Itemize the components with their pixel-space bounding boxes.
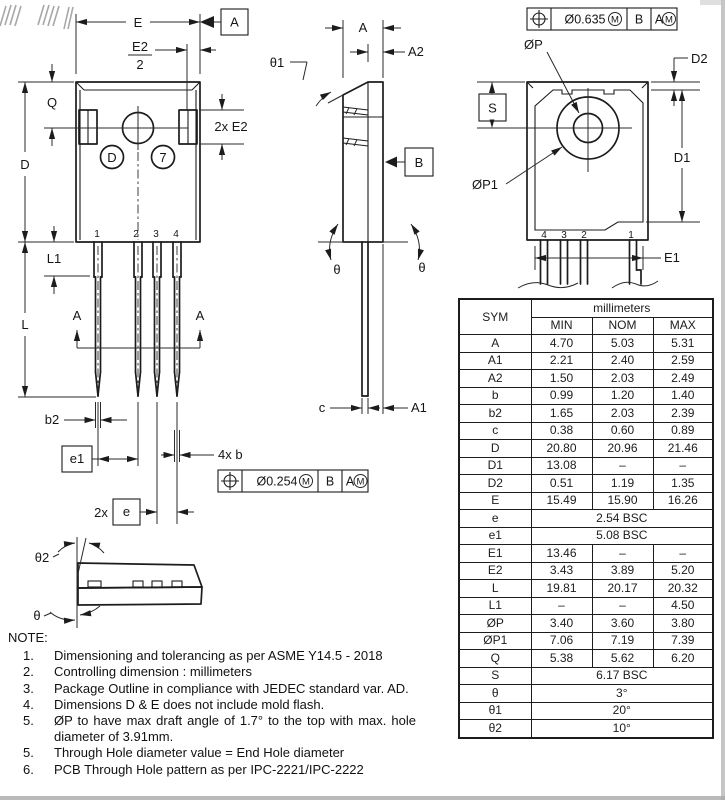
svg-text:E1: E1 <box>664 250 680 265</box>
svg-text:2x E2: 2x E2 <box>214 119 248 134</box>
sym-cell: A1 <box>459 352 531 370</box>
note-number: 6. <box>23 761 34 777</box>
max-cell: 1.40 <box>653 387 713 405</box>
max-cell: – <box>653 545 713 563</box>
sym-cell: E2 <box>459 562 531 580</box>
value-cell: 6.17 BSC <box>531 667 713 685</box>
sym-cell: E <box>459 492 531 510</box>
unit-header: millimeters <box>531 299 713 317</box>
sym-cell: A <box>459 335 531 353</box>
sym-cell: e1 <box>459 527 531 545</box>
svg-text:A1: A1 <box>411 400 427 415</box>
pin-number-2: 2 <box>581 230 587 241</box>
dim-theta-left <box>330 224 341 277</box>
mmc-modifier-icon <box>300 475 313 488</box>
pin-number-2: 2 <box>133 229 139 240</box>
table-row <box>459 527 713 545</box>
mmc-modifier-icon <box>609 13 622 26</box>
max-cell: 2.59 <box>653 352 713 370</box>
svg-text:θ1: θ1 <box>269 55 285 70</box>
sym-cell: b2 <box>459 405 531 423</box>
table-row <box>459 597 713 615</box>
sym-cell: E1 <box>459 545 531 563</box>
section-line-AA <box>73 308 205 348</box>
sym-cell: A2 <box>459 370 531 388</box>
svg-text:A: A <box>72 308 82 323</box>
table-row <box>459 650 713 668</box>
sym-cell: S <box>459 667 531 685</box>
dimension-table <box>458 298 714 739</box>
note-item <box>8 762 420 778</box>
nom-cell: 2.40 <box>592 352 653 370</box>
svg-text:D1: D1 <box>673 150 691 165</box>
pin-section <box>152 581 162 587</box>
nom-cell: 15.90 <box>592 492 653 510</box>
nom-cell: 5.03 <box>592 335 653 353</box>
sym-cell: θ1 <box>459 702 531 720</box>
svg-text:c: c <box>318 400 326 415</box>
value-cell: 2.54 BSC <box>531 510 713 528</box>
value-cell: 20° <box>531 702 713 720</box>
min-cell: 1.65 <box>531 405 592 423</box>
table-row <box>459 335 713 353</box>
table-row <box>459 352 713 370</box>
table-row <box>459 510 713 528</box>
svg-text:b2: b2 <box>44 412 60 427</box>
mold-top-face <box>78 563 202 588</box>
note-text: Controlling dimension : millimeters <box>54 664 252 680</box>
package-body-side <box>343 82 383 242</box>
svg-text:L: L <box>21 317 29 332</box>
col-header-min: MIN <box>531 317 592 335</box>
svg-text:D: D <box>20 157 30 172</box>
pin-section <box>133 581 143 587</box>
sym-cell: D1 <box>459 457 531 475</box>
dim-D <box>15 82 74 242</box>
note-number: 5. <box>23 713 34 729</box>
svg-text:Q: Q <box>46 95 58 110</box>
max-cell: 6.20 <box>653 650 713 668</box>
table-row <box>459 632 713 650</box>
dim-E1 <box>535 246 680 270</box>
min-cell: – <box>531 597 592 615</box>
dim-table-body <box>459 299 713 738</box>
feature-control-frame-hole <box>527 8 677 30</box>
sym-cell: ØP <box>459 615 531 633</box>
svg-text:θ2: θ2 <box>34 550 50 565</box>
note-item <box>8 681 420 697</box>
pin-number-3: 3 <box>561 230 567 241</box>
balloon-7-label: 7 <box>159 150 167 165</box>
svg-text:M: M <box>665 14 673 26</box>
dim-L1 <box>44 226 90 294</box>
nom-cell: 5.62 <box>592 650 653 668</box>
min-cell: 4.70 <box>531 335 592 353</box>
svg-text:A: A <box>345 474 355 489</box>
sym-cell: ØP1 <box>459 632 531 650</box>
note-item <box>8 745 420 761</box>
min-cell: 3.43 <box>531 562 592 580</box>
value-cell: 5.08 BSC <box>531 527 713 545</box>
pin-number-1: 1 <box>628 230 634 241</box>
table-row <box>459 440 713 458</box>
max-cell: 5.31 <box>653 335 713 353</box>
svg-text:B: B <box>414 155 424 170</box>
max-cell: 7.39 <box>653 632 713 650</box>
datum-b-flag <box>385 148 433 176</box>
max-cell: 4.50 <box>653 597 713 615</box>
nom-cell: 20.17 <box>592 580 653 598</box>
note-text: PCB Through Hole pattern as per IPC-2221/IPC-2222 <box>54 761 364 777</box>
min-cell: 13.46 <box>531 545 592 563</box>
dim-Q <box>18 64 74 146</box>
pin-number-4: 4 <box>173 229 179 240</box>
svg-text:2: 2 <box>136 57 144 72</box>
position-symbol-icon <box>221 472 239 490</box>
max-cell: 16.26 <box>653 492 713 510</box>
note-item <box>8 664 420 680</box>
sym-cell: b <box>459 387 531 405</box>
pins-back <box>541 240 642 284</box>
min-cell: 0.99 <box>531 387 592 405</box>
dim-A <box>325 20 401 78</box>
table-row <box>459 562 713 580</box>
min-cell: 1.50 <box>531 370 592 388</box>
svg-text:4x b: 4x b <box>218 447 243 462</box>
svg-text:M: M <box>611 14 619 26</box>
pin-number-4: 4 <box>541 230 547 241</box>
table-row <box>459 545 713 563</box>
min-cell: 20.80 <box>531 440 592 458</box>
svg-text:ØP: ØP <box>524 37 543 52</box>
mmc-modifier-icon <box>663 13 676 26</box>
sym-cell: θ <box>459 685 531 703</box>
svg-text:e1: e1 <box>69 451 85 466</box>
note-text: Dimensions D & E does not include mold flash. <box>54 696 325 712</box>
svg-text:Ø0.635: Ø0.635 <box>564 12 606 27</box>
nom-cell: 3.60 <box>592 615 653 633</box>
table-row <box>459 667 713 685</box>
note-text: Dimensioning and tolerancing as per ASME Y14.5 - 2018 <box>54 648 383 663</box>
min-cell: 7.06 <box>531 632 592 650</box>
svg-text:e: e <box>122 504 131 519</box>
pin-section <box>88 581 101 587</box>
value-cell: 10° <box>531 720 713 738</box>
dim-A1 <box>383 400 427 415</box>
max-cell: 3.80 <box>653 615 713 633</box>
svg-text:E: E <box>133 15 143 30</box>
feature-control-frame-leads <box>218 470 368 492</box>
table-row <box>459 685 713 703</box>
table-row <box>459 702 713 720</box>
svg-text:B: B <box>325 474 335 489</box>
col-header-max: MAX <box>653 317 713 335</box>
svg-text:A: A <box>195 308 205 323</box>
front-view <box>15 9 368 525</box>
table-row <box>459 370 713 388</box>
dim-theta-bottom <box>33 592 100 628</box>
dim-theta1 <box>270 55 343 106</box>
min-cell: 3.40 <box>531 615 592 633</box>
table-row <box>459 580 713 598</box>
note-item <box>8 648 420 664</box>
min-cell: 0.51 <box>531 475 592 493</box>
dim-theta2 <box>35 537 104 592</box>
sym-cell: L1 <box>459 597 531 615</box>
note-number: 4. <box>23 696 34 712</box>
table-row <box>459 475 713 493</box>
note-number: 2. <box>23 664 34 680</box>
mold-front-face <box>78 587 202 605</box>
nom-cell: 1.20 <box>592 387 653 405</box>
svg-text:S: S <box>488 100 497 116</box>
table-row <box>459 422 713 440</box>
max-cell: 20.32 <box>653 580 713 598</box>
max-cell: 2.39 <box>653 405 713 423</box>
dim-e <box>94 499 194 525</box>
value-cell: 3° <box>531 685 713 703</box>
svg-text:L1: L1 <box>46 251 62 266</box>
note-text: Package Outline in compliance with JEDEC standard var. AD. <box>54 680 409 696</box>
nom-cell: 3.89 <box>592 562 653 580</box>
dim-c <box>319 400 380 415</box>
nom-cell: – <box>592 457 653 475</box>
side-view <box>270 20 433 415</box>
dim-4xb <box>161 447 243 462</box>
datum-a-flag <box>200 9 248 35</box>
svg-text:E2: E2 <box>132 39 148 54</box>
sym-cell: c <box>459 422 531 440</box>
balloon-d-label: D <box>107 150 117 165</box>
dim-OP1 <box>472 147 562 192</box>
position-symbol-icon <box>530 10 548 28</box>
svg-text:θ: θ <box>418 260 426 275</box>
dim-theta-right <box>411 224 426 275</box>
nom-cell: 2.03 <box>592 370 653 388</box>
nom-cell: – <box>592 597 653 615</box>
min-cell: 15.49 <box>531 492 592 510</box>
back-view <box>472 8 708 288</box>
svg-text:B: B <box>634 12 644 27</box>
note-text: ØP to have max draft angle of 1.7° to the top with max. hole diameter of 3.91mm. <box>54 713 416 744</box>
svg-text:M: M <box>302 476 310 488</box>
note-number: 5. <box>23 745 34 761</box>
note-item <box>8 713 420 745</box>
notes-section <box>8 630 420 778</box>
dim-e1 <box>62 446 138 472</box>
notes-list <box>8 648 420 777</box>
min-cell: 5.38 <box>531 650 592 668</box>
min-cell: 0.38 <box>531 422 592 440</box>
table-row <box>459 405 713 423</box>
dim-2xE2 <box>199 94 248 160</box>
note-number: 1. <box>23 648 34 663</box>
svg-text:Ø0.254: Ø0.254 <box>256 474 298 489</box>
svg-text:A2: A2 <box>408 44 424 59</box>
sym-cell: D2 <box>459 475 531 493</box>
svg-text:A: A <box>654 12 664 27</box>
min-cell: 13.08 <box>531 457 592 475</box>
table-row <box>459 720 713 738</box>
nom-cell: 2.03 <box>592 405 653 423</box>
pin-number-1: 1 <box>94 229 100 240</box>
sym-cell: e <box>459 510 531 528</box>
svg-text:M: M <box>356 476 365 488</box>
nom-cell: 7.19 <box>592 632 653 650</box>
max-cell: 1.35 <box>653 475 713 493</box>
note-number: 3. <box>23 680 34 696</box>
col-header-nom: NOM <box>592 317 653 335</box>
min-cell: 19.81 <box>531 580 592 598</box>
dim-D2 <box>651 51 708 106</box>
svg-text:2x: 2x <box>94 505 108 520</box>
nom-cell: 1.19 <box>592 475 653 493</box>
sym-cell: D <box>459 440 531 458</box>
svg-text:ØP1: ØP1 <box>472 177 499 192</box>
table-row <box>459 387 713 405</box>
max-cell: 2.49 <box>653 370 713 388</box>
section-view <box>33 537 202 628</box>
sym-cell: L <box>459 580 531 598</box>
pin-section <box>172 581 182 587</box>
min-cell: 2.21 <box>531 352 592 370</box>
table-row <box>459 615 713 633</box>
dim-E2-over-2 <box>128 39 216 110</box>
svg-text:D2: D2 <box>691 51 708 66</box>
svg-text:θ: θ <box>333 262 341 277</box>
scan-artifact <box>0 5 73 29</box>
note-item <box>8 697 420 713</box>
note-text: Through Hole diameter value = End Hole diameter <box>54 745 345 761</box>
mmc-modifier-icon <box>354 475 367 488</box>
sym-header: SYM <box>459 299 531 335</box>
max-cell: – <box>653 457 713 475</box>
pins-front <box>94 242 181 396</box>
nom-cell: 20.96 <box>592 440 653 458</box>
sym-cell: θ2 <box>459 720 531 738</box>
svg-text:A: A <box>230 14 239 30</box>
dim-D1 <box>646 90 700 222</box>
pin-number-3: 3 <box>153 229 159 240</box>
table-row <box>459 457 713 475</box>
nom-cell: – <box>592 545 653 563</box>
nom-cell: 0.60 <box>592 422 653 440</box>
svg-text:A: A <box>358 20 368 35</box>
max-cell: 5.20 <box>653 562 713 580</box>
sym-cell: Q <box>459 650 531 668</box>
max-cell: 0.89 <box>653 422 713 440</box>
svg-text:θ: θ <box>33 608 41 623</box>
notes-title: NOTE: <box>8 630 48 645</box>
table-row <box>459 492 713 510</box>
dim-b2 <box>45 412 127 427</box>
table-header-row <box>459 299 713 317</box>
max-cell: 21.46 <box>653 440 713 458</box>
dim-A2 <box>350 44 424 62</box>
